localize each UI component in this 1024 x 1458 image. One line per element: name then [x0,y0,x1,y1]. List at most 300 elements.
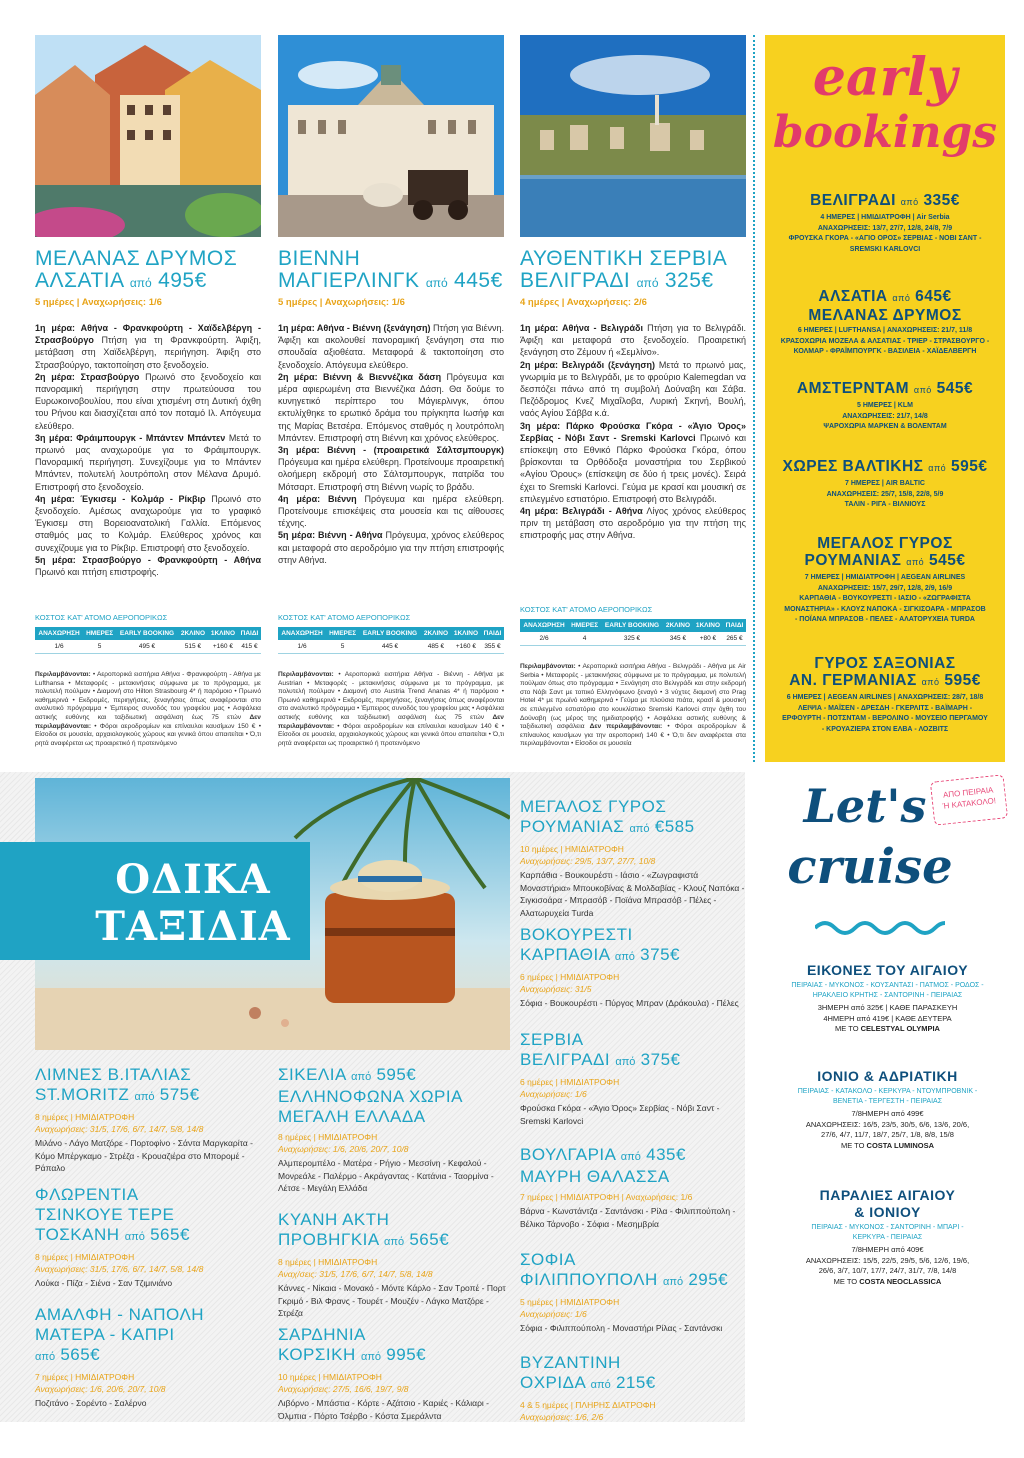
road-trip-departures: Αναχωρήσεις: 1/6, 20/6, 20/7, 10/8 [35,1384,166,1394]
road-trip-price: 435€ [646,1145,686,1164]
early-booking-title [765,192,1005,211]
road-trip-from: από [351,1071,372,1083]
road-trip-price: 565€ [409,1230,450,1249]
road-trip-from: από [615,1056,636,1068]
road-trip-price: 595€ [376,1065,417,1084]
cruise-title: ΠΑΡΑΛΙΕΣ ΑΙΓΑΙΟΥ [819,1187,956,1203]
road-trip-duration: 7 ημέρες | ΗΜΙΔΙΑΤΡΟΦΗ [35,1372,135,1382]
price-table-header: 1ΚΛΙΝΟ [208,627,238,640]
itinerary-day [278,322,504,371]
price-table-header: EARLY BOOKING [116,627,178,640]
cruise-ports-line: ΠΕΙΡΑΙΑΣ - ΜΥΚΟΝΟΣ - ΣΑΝΤΟΡΙΝΗ - ΜΠΑΡΙ - [811,1224,964,1231]
cruise-ship-prefix: ΜΕ ΤΟ [833,1276,858,1286]
price-table-header: ΠΑΙΔΙ [238,627,261,640]
road-trip-stops: Λιβόρνο - Μπάστια - Κόρτε - Αζάτσιο - Καριές - Κάλιαρι - Όλμπια - Πόρτο Τσέρβο - Κόστα Σμεράλντα [278,1398,489,1421]
price-table-cell: +160 € [208,640,238,653]
itinerary-day-heading: 2η μέρα: Βελιγράδι (ξενάγηση) [520,359,655,370]
early-booking-details [770,401,1000,433]
price-table-cell: 445 € [359,640,421,653]
road-trip-title-line: ΕΛΛΗΝΟΦΩΝΑ ΧΩΡΙΑ [278,1087,463,1106]
early-booking-title-line1: ΧΩΡΕΣ ΒΑΛΤΙΚΗΣ [782,458,924,475]
road-trip-title-line: ΛΙΜΝΕΣ Β.ΙΤΑΛΙΑΣ [35,1065,192,1084]
cost-label: ΚΟΣΤΟΣ ΚΑΤ' ΑΤΟΜΟ ΑΕΡΟΠΟΡΙΚΩΣ [35,613,168,622]
road-trip-duration: 8 ημέρες | ΗΜΙΔΙΑΤΡΟΦΗ [278,1257,378,1267]
early-booking-from: από [906,557,925,567]
inclusions [520,663,746,749]
road-trip-title-line: ΚΑΡΠΑΘΙΑ [520,945,610,964]
early-booking-details [770,213,1000,255]
cruise-ports-line: ΒΕΝΕΤΙΑ - ΤΕΡΓΕΣΤΗ - ΠΕΙΡΑΙΑΣ [832,1098,943,1105]
road-trip-title-line: ΦΙΛΙΠΠΟΥΠΟΛΗ [520,1270,658,1289]
road-trip-title-line: ΣΑΡΔΗΝΙΑ [278,1325,366,1344]
price-table-header: 1ΚΛΙΝΟ [693,619,723,632]
cruise-badge [930,774,1008,825]
belgrade-photo [520,35,746,237]
cruise-ports-line: ΗΡΑΚΛΕΙΟ ΚΡΗΤΗΣ - ΣΑΝΤΟΡΙΝΗ - ΠΕΙΡΑΙΑΣ [812,992,963,999]
early-booking-title [765,458,1005,477]
early-booking-line: SREMSKI KARLOVCI [849,245,921,253]
separator [753,35,755,762]
cruise-dates [770,1109,1005,1151]
early-booking-line: ΑΝΑΧΩΡΗΣΕΙΣ: 13/7, 27/7, 12/8, 24/8, 7/9 [817,224,953,232]
inclusions-text: • Αεροπορικά εισιτήρια Αθήνα - Βελιγράδι - Αθήνα με Air Serbia • Μεταφορές - μετακινήσεις σύμφωνα με το πρόγραμμα, με πολυτελή πούλμαν όπως στο πρόγραμμα • Ξενάγηση στο Βελιγράδι και στην εκδρομή στο Νόβι Σαντ με τοπικό Ελληνόφωνο ξεναγό • 3 νύχτες διαμονή στο Prag Hotel 4* με πρωϊνό καθημερινά • Γεύμα με πλούσια πιάτα, κρασί & μουσική σε επιλεγμένο εστιατόριο στο κουκλίστικο Sremski Karlovci στην όχθη του Δούναβη (ως μέρος της ημιδιατροφής) • Ασφάλεια αστικής ευθύνης & ταξιδιωτική ασφάλεια [520,663,747,731]
early-booking-price: 545€ [936,380,974,397]
road-trip-stops: Βάρνα - Κωνστάντζα - Σαντάνσκι - Ρίλα - Φιλιππούπολη - Βέλικο Τάρνοβο - Σόφια - Μεσημβρία [520,1206,736,1229]
road-trip-departures: Αναχωρήσεις: 29/5, 13/7, 27/7, 10/8 [520,856,656,866]
road-trip-title [520,1145,745,1187]
early-booking-line: ΑΝΑΧΩΡΗΣΕΙΣ: 25/7, 15/8, 22/8, 5/9 [826,490,944,498]
road-trip-departures: Αναχωρήσεις: 31/5, 17/6, 6/7, 14/7, 5/8, 14/8 [35,1264,204,1274]
price-table-cell: 485 € [421,640,451,653]
tour-title-line1: ΑΥΘΕΝΤΙΚΗ ΣΕΡΒΙΑ [520,247,728,270]
road-trip-title-line: ΜΕΓΑΛΟΣ ΓΥΡΟΣ [520,797,667,816]
cruise-ship-name: CELESTYAL OLYMPIA [860,1024,940,1033]
road-trip-title [520,925,745,967]
road-trip-from: από [134,1091,155,1103]
itinerary-day-text: Πρόγευμα και ημέρα ελεύθερη. Προτείνουμε προαιρετική ολοήμερη εκδρομή στο Σάλτσμπουργκ, πατρίδα του Μότσαρτ. Επιστροφή στη Βιέννη νωρίς το βράδυ. [278,457,504,492]
road-trip-title [520,1030,745,1072]
cruise-ports [770,1087,1005,1107]
road-trip-title [35,1185,265,1247]
early-booking-price: 335€ [923,192,960,209]
tour-subtitle: 4 ημέρες | Αναχωρήσεις: 2/6 [520,297,647,308]
price-table [35,627,261,654]
bookings-word: bookings [772,107,998,158]
itinerary-day-text: Πρωινό και επίσκεψη στο Εθνικό Πάρκο Φρούσκα Γκόρα, όπου βρίσκονται τα Ορθόδοξα μοναστήρια του Σερβικού «Αγίου Όρους» (επίσκεψη σε δύο ή τρεις μονές). Σειρά έχει το Sremski Karlovci. Γεύμα με κρασί και μουσική σε επιλεγμένο εστιατόριο. Επιστροφή στο Βελιγράδι. [520,432,746,504]
tour-from-label: από [636,276,659,290]
road-trip-title [278,1065,508,1127]
road-trip-title-line: ST.MORITZ [35,1085,130,1104]
early-booking-line: ΨΑΡΟΧΩΡΙΑ ΜΑΡΚΕΝ & ΒΟΛΕΝΤΑΜ [823,423,947,430]
price-table-cell: 355 € [481,640,504,653]
road-trip-departures: Αναχωρήσεις: 27/5, 16/6, 19/7, 9/8 [278,1384,409,1394]
early-booking-line: ΑΝΑΧΩΡΗΣΕΙΣ: 21/7, 14/8 [842,412,928,420]
road-trip-from: από [360,1351,382,1363]
tour-title [278,248,504,294]
early-booking-line: 7 ΗΜΕΡΕΣ | AIR BALTIC [845,480,925,487]
itinerary-day [278,529,504,566]
road-trip-title-line: ΒΟΚΟΥΡΕΣΤΙ [520,925,633,944]
tour-subtitle: 5 ημέρες | Αναχωρήσεις: 1/6 [278,297,405,308]
cost-label: ΚΟΣΤΟΣ ΚΑΤ' ΑΤΟΜΟ ΑΕΡΟΠΟΡΙΚΩΣ [520,605,653,614]
itinerary-day [278,444,504,493]
inclusions-text: • Αεροπορικά εισιτήρια Αθήνα - Βιέννη - Αθήνα με Austrian • Μεταφορές - μετακινήσεις σύμφωνα με το πρόγραμμα, με πολυτελή πούλμαν • Διαμονή στο Austria Trend Ananas 4* ή παρόμοιο • Πρωινό καθημερινά • Εκδρομές, περιηγήσεις, ξεναγήσεις όπως αναφέρονται στο αναλυτικό πρόγραμμα • Έμπειρος συνοδός του γραφείου μας • Ασφάλεια αστικής ευθύνης και ταξιδιωτική ασφάλιση έως 75 ετών [278,671,504,721]
early-booking-from: από [892,293,911,303]
inclusions-text: • Αεροπορικά εισιτήρια Αθήνα - Φρανκφούρτη - Αθήνα με Lufthansa • Μεταφορές - μετακινήσεις σύμφωνα με το πρόγραμμα, με πολυτελή πούλμαν • Διαμονή στο Hilton Strasbourg 4* ή παρόμοιο • Πρωινό καθημερινά • Εκδρομές, περιηγήσεις, ξεναγήσεις όπως αναφέρονται στο αναλυτικό πρόγραμμα • Έμπειρος συνοδός του γραφείου μας • Ασφάλεια αστικής ευθύνης και ταξιδιωτική ασφάλιση έως 75 ετών [35,671,261,721]
road-trip-title [35,1065,265,1107]
early-booking-line: - ΚΡΟΥΑΖΙΕΡΑ ΣΤΟΝ ΕΛΒΑ - ΛΟΖΒΙΤΣ [821,725,949,733]
road-trip-info [35,1371,265,1395]
itinerary-day-heading: 2η μέρα: Στρασβούργο [35,371,140,382]
early-booking-price: 595€ [944,672,981,689]
road-trip-title [35,1305,265,1367]
road-trip-price: 565€ [150,1225,190,1244]
cruise-dates-line: ΑΝΑΧΩΡΗΣΕΙΣ: 16/5, 23/5, 30/5, 6/6, 13/6, 20/6, [805,1119,970,1129]
early-booking-details [770,479,1000,511]
early-booking-from: από [921,677,940,687]
road-trip-title-line: ΚΟΡΣΙΚΗ [278,1345,356,1364]
road-trip-info [278,1256,508,1280]
early-booking-title [765,288,1005,324]
price-table-cell: +80 € [693,632,723,645]
price-table-cell: 415 € [238,640,261,653]
road-trip-title [520,1250,745,1292]
early-booking-title [765,535,1005,571]
cruise-ship-prefix: ΜΕ ΤΟ [835,1024,859,1033]
inclusions-heading: Περιλαμβάνονται: [520,663,576,670]
exclusions-heading: Δεν περιλαμβάνονται: [278,713,504,730]
road-trip-price: 215€ [615,1373,656,1392]
road-trip-from: από [629,823,650,835]
exclusions-text: • Φόροι αεροδρομίων και επίναυλοι καυσίμων 150 € • Είσοδοι σε μουσεία, αρχαιολογικούς χώρους και γενικά όπου απαιτείται • Ό,τι ρητά αναφέρεται ως προαιρετικό ή προτεινόμενο [35,722,262,747]
itinerary-day-heading: 3η μέρα: Βιέννη - (προαιρετικά Σάλτσμπουργκ) [278,445,504,456]
road-trip-info [520,971,745,995]
cruise-ship [770,1141,1005,1152]
road-trip-duration: 8 ημέρες | ΗΜΙΔΙΑΤΡΟΦΗ [278,1132,378,1142]
road-trip-title-line: ΚΥΑΝΗ ΑΚΤΗ [278,1210,390,1229]
alsace-photo [35,35,261,237]
tour-title [520,248,746,294]
itinerary-day [35,371,261,432]
price-table-cell: +160 € [451,640,481,653]
early-booking-details [770,326,1000,358]
price-table-cell: 4 [568,632,601,645]
early-booking-line: 6 ΗΜΕΡΕΣ | AEGEAN AIRLINES | ΑΝΑΧΩΡΗΣΕΙΣ: 28/7, 18/8 [786,694,984,701]
cost-label: ΚΟΣΤΟΣ ΚΑΤ' ΑΤΟΜΟ ΑΕΡΟΠΟΡΙΚΩΣ [278,613,411,622]
road-trip-info [35,1111,265,1135]
itinerary-day-heading: 1η μέρα: Αθήνα - Φρανκφούρτη - Χαϊδελβέργη - Στρασβούργο [35,323,261,346]
road-trip-stops: Καρπάθια - Βουκουρέστι - Ιάσιο - «Ζωγραφιστά Μοναστήρια» Μπουκοβίνας & Μολδαβίας - Κλουζ Ναπόκα - Σιγκισοάρα - Μπρασόβ - Ποϊάνα Μπρασόβ - Πέλες - Αλατωρυχεία Turda [520,870,745,918]
itinerary-day-text: Λίγος χρόνος ελεύθερος πριν τη μετάβαση στο αεροδρόμιο για την πτήση της επιστροφής μας στην Αθήνα. [520,506,746,541]
road-trip-title-line: ΑΜΑΛΦΗ - ΝΑΠΟΛΗ [35,1305,205,1324]
price-table-cell: 1/6 [35,640,83,653]
cruise-ship-name: COSTA LUMINOSA [866,1140,935,1150]
road-trip-duration: 6 ημέρες | ΗΜΙΔΙΑΤΡΟΦΗ [520,1077,620,1087]
early-booking-line: ΜΟΝΑΣΤΗΡΙΑ» - ΚΛΟΥΖ ΝΑΠΟΚΑ - ΣΙΓΚΙΣΟΑΡΑ - ΜΠΡΑΣΟΒ [784,605,986,613]
road-trip-stops: Λούκα - Πίζα - Σιένα - Σαν Τζιμινιάνο [35,1278,173,1288]
early-booking-line: ΚΡΑΣΟΧΩΡΙΑ ΜΟΖΕΛΑ & ΑΛΣΑΤΙΑΣ - ΤΡΙΕΡ - ΣΤΡΑΣΒΟΥΡΓΟ - [780,337,990,345]
itinerary-day-heading: 1η μέρα: Αθήνα - Βιέννη (ξενάγηση) [278,323,431,333]
early-booking-price: 545€ [928,552,966,569]
itinerary-day [520,505,746,542]
road-trip-title-line: ΜΕΓΑΛΗ ΕΛΛΑΔΑ [278,1107,426,1126]
itinerary-day-text: Πρόγευμα και μέρα αφιερωμένη στα Βιεννέζικα Δάση. Θα δούμε το κυνηγετικό περίπτερο του Μάγιερλινγκ, όπου εκτυλίχθηκε το ερωτικό δράμα του πρίγκηπα Ιωσήφ και της Μαρίας Βετσέρα. Επόμενος σταθμός η λουτρόπολη Μπάντεν. Επιστροφή στη Βιέννη και χρόνος ελεύθερος. [278,371,504,443]
road-trip-duration: 6 ημέρες | ΗΜΙΔΙΑΤΡΟΦΗ [520,972,620,982]
road-trip-price: €585 [654,817,695,836]
price-table-header: 2ΚΛΙΝΟ [663,619,693,632]
price-table-header: 2ΚΛΙΝΟ [421,627,451,640]
cruise-dates [770,1245,1005,1287]
tour-itinerary [35,322,261,578]
itinerary-day-text: Μετά το πρωινό μας αναχωρούμε για το Φράιμπουργκ. Πανοραμική περιήγηση. Συνεχίζουμε για το Μπάντεν Μπάντεν, πολυτελή λουτρόπολη στον Μέλανα Δρυμό. Επιστροφή στο ξενοδοχείο. [35,432,261,492]
road-trip-stops: Μιλάνο - Λάγο Ματζόρε - Πορτοφίνο - Σάντα Μαργκαρίτα - Κόμο Μπέργκαμο - Στρέζα - Κρουαζιέρα στο Μπορομέ - Ράπαλο [35,1138,253,1173]
road-trip-title [278,1210,508,1252]
early-booking-from: από [913,385,932,395]
road-trip-info [520,1296,745,1320]
tour-itinerary [278,322,504,566]
price-table-header: ΗΜΕΡΕΣ [83,627,116,640]
early-booking-line: ΚΑΡΠΑΘΙΑ - ΒΟΥΚΟΥΡΕΣΤΙ - ΙΑΣΙΟ - «ΖΩΓΡΑΦΙΣΤΑ [799,595,971,602]
road-trip-stops: Κάννες - Νίκαια - Μονακό - Μόντε Κάρλο - Σαν Τροπέ - Πορτ Γκριμό - Βιλ Φρανς - Τουρέτ - Μουζέν - Λάγκο Ματζόρε - Στρέζα [278,1283,506,1318]
road-trip-info [520,843,745,867]
itinerary-day-heading: 3η μέρα: Πάρκο Φρούσκα Γκόρα - «Άγιο Όρος» Σερβίας - Νόβι Σαντ - Sremski Karlovci [520,420,746,443]
road-trips-line1: ΟΔΙΚΑ [115,856,271,903]
itinerary-day-heading: 5η μέρα: Στρασβούργο - Φρανκφούρτη - Αθήνα [35,554,261,565]
road-trip-from: από [614,951,635,963]
road-trip-duration: 8 ημέρες | ΗΜΙΔΙΑΤΡΟΦΗ [35,1112,135,1122]
itinerary-day [35,493,261,554]
inclusions-heading: Περιλαμβάνονται: [278,671,334,678]
tour-price: 445€ [454,269,503,292]
road-trip-departures: Αναχ/σεις: 31/5, 17/6, 6/7, 14/7, 5/8, 14/8 [278,1269,433,1279]
price-table-header: ΗΜΕΡΕΣ [326,627,359,640]
price-table-header: ΑΝΑΧΩΡΗΣΗ [520,619,568,632]
road-trip-from: από [620,1151,641,1163]
early-booking-line: ΕΡΦΟΥΡΤΗ - ΠΟΤΣΝΤΑΜ - ΒΕΡΟΛΙΝΟ - ΜΟΥΣΕΙΟ ΠΕΡΓΑΜΟΥ [782,715,988,722]
price-table-header: ΠΑΙΔΙ [723,619,746,632]
road-trip-info [520,1191,745,1203]
cruise-dates-line: 4ΗΜΕΡΗ από 419€ | ΚΑΘΕ ΔΕΥΤΕΡΑ [823,1013,952,1023]
early-booking-title [765,380,1005,399]
road-trip-title [520,1353,745,1395]
road-trip-price: 375€ [640,1050,681,1069]
road-trip-title-line: ΡΟΥΜΑΝΙΑΣ [520,817,625,836]
road-trips-line2: ΤΑΞΙΔΙΑ [95,903,291,950]
road-trip-departures: Αναχωρήσεις: 1/6, 20/6, 20/7, 10/8 [278,1144,409,1154]
road-trip-price: 995€ [386,1345,427,1364]
cruise-word: cruise [787,839,953,895]
road-trip-title-line: ΟΧΡΙΔΑ [520,1373,586,1392]
early-booking-price: 595€ [951,458,988,475]
inclusions [278,671,504,748]
cruise-badge-line2: Ή ΚΑΤΑΚΟΛΟ! [942,796,997,811]
cruise-ports-line: ΚΕΡΚΥΡΑ - ΠΕΙΡΑΙΑΣ [852,1234,923,1241]
cruise-ship-prefix: ΜΕ ΤΟ [840,1140,865,1150]
road-trip-departures: Αναχωρήσεις: 1/6 [520,1089,587,1099]
early-word: early [812,47,958,108]
price-table-header: ΠΑΙΔΙ [481,627,504,640]
cruise-offer [770,1187,1005,1287]
exclusions-heading: Δεν περιλαμβάνονται: [589,723,663,731]
road-trip-stops: Σόφια - Βουκουρέστι - Πύργος Μπραν (Δράκουλα) - Πέλες [520,998,739,1008]
itinerary-day-text: Πτήση για τη Φρανκφούρτη. Άφιξη, μετάβαση στη Χαϊδελβέργη, περιήγηση. Άφιξη στο Στρασβούργο, τακτοποίηση στο ξενοδοχείο. [35,335,261,370]
price-table-cell: 5 [326,640,359,653]
itinerary-day-heading: 4η μέρα: Έγκισεμ - Κολμάρ - Ρίκβιρ [35,493,206,504]
itinerary-day-text: Μετά το πρωινό μας, γνωριμία με το Βελιγράδι, με το φρούριο Kalemegdan να δεσπόζει πάνω από τη συμβολή Δούναβη και Σάβα. Πεζόδρομος Κνεζ Μιχαΐλοβα, Λυρική Σκηνή, Βουλή, ναός Αγίου Σάββα κ.ά. [520,359,746,419]
cruise-ports-line: ΠΕΙΡΑΙΑΣ - ΚΑΤΑΚΟΛΟ - ΚΕΡΚΥΡΑ - ΝΤΟΥΜΠΡΟΒΝΙΚ - [797,1088,978,1095]
road-trip-info [35,1251,265,1275]
cruise-title: ΙΟΝΙΟ & ΑΔΡΙΑΤΙΚΗ [817,1068,958,1084]
cruise-title-line2: & ΙΟΝΙΟΥ [854,1204,921,1220]
cruise-dates-line: 7/8ΗΜΕΡΗ από 499€ [851,1109,924,1118]
road-trip-from: από [663,1276,684,1288]
road-trip-title-line: ΣΟΦΙΑ [520,1250,576,1269]
road-trip-title-line: ΦΛΩΡΕΝΤΙΑ [35,1185,139,1204]
road-trip-duration: 7 ημέρες | ΗΜΙΔΙΑΤΡΟΦΗ | Αναχωρήσεις: 1/6 [520,1192,693,1202]
price-table-header: ΑΝΑΧΩΡΗΣΗ [278,627,326,640]
itinerary-day [35,432,261,493]
road-trip-title-line: ΠΡΟΒΗΓΚΙΑ [278,1230,379,1249]
early-booking-title-line2: ΡΟΥΜΑΝΙΑΣ [804,552,902,569]
road-trip-duration: 4 & 5 ημέρες | ΠΛΗΡΗΣ ΔΙΑΤΡΟΦΗ [520,1400,656,1410]
itinerary-day [520,322,746,359]
exclusions-text: • Φόροι αεροδρομίων & επίναυλος καυσίμων για την αεροπορική 140 € • Ό,τι δεν αναφέρεται στα περιλαμβάνονται • Είσοδοι σε μουσεία [520,723,747,748]
early-booking-title-line2: ΜΕΛΑΝΑΣ ΔΡΥΜΟΣ [808,307,962,324]
road-trip-info [278,1131,508,1155]
price-table-header: 2ΚΛΙΝΟ [178,627,208,640]
road-trip-stops: Φρούσκα Γκόρα - «Άγιο Όρος» Σερβίας - Νόβι Σαντ - Sremski Karlovci [520,1103,720,1126]
itinerary-day [35,322,261,371]
early-booking-line: ΤΑΛΙΝ - ΡΙΓΑ - ΒΙΛΝΙΟΥΣ [844,501,926,508]
road-trip-title-line: ΤΟΣΚΑΝΗ [35,1225,120,1244]
early-booking-details [770,693,1000,735]
road-trip-title-line: ΜΑΥΡΗ ΘΑΛΑΣΣΑ [520,1167,670,1186]
price-table-cell: 265 € [723,632,746,645]
cruise-ship-name: COSTA NEOCLASSICA [859,1276,942,1286]
itinerary-day-heading: 1η μέρα: Αθήνα - Βελιγράδι [520,323,643,333]
itinerary-day-heading: 5η μέρα: Βιέννη - Αθήνα [278,530,383,541]
lets-word: Let's [803,779,927,833]
early-booking-from: από [900,197,919,207]
price-table-cell: 345 € [663,632,693,645]
road-trip-stops: Σόφια - Φιλιππούπολη - Μοναστήρι Ρίλας - Σαντάνσκι [520,1323,723,1333]
road-trip-info [520,1076,745,1100]
early-booking-line: 4 ΗΜΕΡΕΣ | ΗΜΙΔΙΑΤΡΟΦΗ | Air Serbia [820,214,950,221]
itinerary-day-text: Πρωινό στο ξενοδοχείο. Αμέσως αναχωρούμε για το γραφικό Έγκισεμ στη Βορειοανατολική Γαλλία. Επόμενος σταθμός μας το Κολμάρ. Ελεύθερος χρόνος και συνεχίζουμε για το Ρίκβιρ. Επιστροφή στο ξενοδοχείο. [35,493,261,553]
road-trip-title [278,1325,508,1367]
road-trip-departures: Αναχωρήσεις: 1/6, 2/6 [520,1412,604,1422]
early-booking-title-line1: ΑΛΣΑΤΙΑ [818,288,888,305]
itinerary-day-text: Πρόγευμα, χρόνος ελεύθερος και μεταφορά στο αεροδρόμιο για την πτήση επιστροφής στην Αθήνα. [278,530,504,565]
road-trip-from: από [124,1231,145,1243]
cruise-dates-line: 7/8ΗΜΕΡΗ από 409€ [851,1245,924,1254]
road-trip-from: από [384,1236,405,1248]
early-booking-title [765,655,1005,691]
itinerary-day-heading: 3η μέρα: Φράιμπουργκ - Μπάντεν Μπάντεν [35,432,226,443]
cruise-dates-line: 26/6, 3/7, 10/7, 17/7, 24/7, 31/7, 7/8, 14/8 [818,1266,957,1275]
itinerary-day-text: Πρόγευμα και ημέρα ελεύθερη. Προτείνουμε επισκέψεις στα μουσεία και τις αίθουσες τέχνης. [278,493,504,529]
price-table-cell: 495 € [116,640,178,653]
tour-title-line2: ΑΛΣΑΤΙΑ [35,269,124,292]
itinerary-day [278,371,504,444]
tour-itinerary [520,322,746,542]
early-booking-title-line2: ΑΝ. ΓΕΡΜΑΝΙΑΣ [789,672,917,689]
wave-icon [815,918,945,938]
cruise-title: ΕΙΚΟΝΕΣ ΤΟΥ ΑΙΓΑΙΟΥ [806,962,969,978]
road-trip-price: 295€ [688,1270,729,1289]
road-trip-title-line: ΒΥΖΑΝΤΙΝΗ [520,1353,621,1372]
road-trip-departures: Αναχωρήσεις: 31/5, 17/6, 6/7, 14/7, 5/8, 14/8 [35,1124,204,1134]
exclusions-text: • Φόροι αεροδρομίων και επίναυλοι καυσίμων 140 € • Είσοδοι σε μουσεία, αρχαιολογικούς χώρους και γενικά όπου απαιτείται • Ό,τι ρητά αναφέρεται ως προαιρετικό ή προτεινόμενο [278,722,505,747]
cruise-offer [770,1068,1005,1151]
early-booking-from: από [928,463,947,473]
cruise-dates [770,1003,1005,1035]
price-table-header: ΑΝΑΧΩΡΗΣΗ [35,627,83,640]
vienna-photo [278,35,504,237]
road-trip-price: 565€ [60,1345,101,1364]
tour-from-label: από [129,276,152,290]
cruise-offer [770,962,1005,1035]
early-booking-title-line1: ΓΥΡΟΣ ΣΑΞΟΝΙΑΣ [814,655,956,672]
cruise-dates-line: 3ΗΜΕΡΗ από 325€ | ΚΑΘΕ ΠΑΡΑΣΚΕΥΗ [817,1003,958,1012]
early-booking-line: ΑΝΑΧΩΡΗΣΕΙΣ: 15/7, 29/7, 12/8, 2/9, 16/9 [817,584,953,592]
tour-title-line2: ΜΑΓΙΕΡΛΙΝΓΚ [278,269,420,292]
cruise-ports-line: ΠΕΙΡΑΙΑΣ - ΜΥΚΟΝΟΣ - ΚΟΥΣΑΝΤΑΣΙ - ΠΑΤΜΟΣ - ΡΟΔΟΣ - [791,982,984,989]
tour-price: 325€ [664,269,714,292]
cruise-dates-line: ΑΝΑΧΩΡΗΣΕΙΣ: 15/5, 22/5, 29/5, 5/6, 12/6, 19/6, [805,1255,970,1265]
itinerary-day-text: Πτήση για το Βελιγράδι. Άφιξη και μεταφορά στο ξενοδοχείο. Προαιρετική ξενάγηση στο Ζέμουν ή «Σεμλίνο». [520,323,746,358]
road-trip-price: 575€ [159,1085,200,1104]
price-table-cell: 515 € [178,640,208,653]
price-table-cell: 325 € [601,632,663,645]
price-table-cell: 1/6 [278,640,326,653]
road-trip-duration: 8 ημέρες | ΗΜΙΔΙΑΤΡΟΦΗ [35,1252,135,1262]
cruise-badge-line1: ΑΠΟ ΠΕΙΡΑΙΑ [942,785,994,800]
itinerary-day-heading: 4η μέρα: Βελιγράδι - Αθήνα [520,506,643,517]
cruise-ports [770,1223,1005,1243]
early-booking-line: 5 ΗΜΕΡΕΣ | KLM [857,402,913,409]
table-row [278,640,504,653]
road-trip-info [278,1371,508,1395]
tour-from-label: από [425,276,448,290]
inclusions-heading: Περιλαμβάνονται: [35,671,91,678]
price-table-header: EARLY BOOKING [601,619,663,632]
road-trip-stops: Αλμπερομπέλο - Ματέρα - Ρήγιο - Μεσσίνη - Κεφαλού - Μονρεάλε - Παλέρμο - Ακράγαντας - Κατάνια - Ταορμίνα - Λέτσε - Μεγάλη Ελλάδα [278,1158,494,1193]
road-trip-title-line: ΒΟΥΛΓΑΡΙΑ [520,1145,616,1164]
price-table-cell: 5 [83,640,116,653]
price-table [278,627,504,654]
road-trip-title-line: ΤΣΙΝΚΟΥΕ ΤΕΡΕ [35,1205,175,1224]
early-booking-line: 7 ΗΜΕΡΕΣ | ΗΜΙΔΙΑΤΡΟΦΗ | AEGEAN AIRLINES [804,574,966,581]
road-trip-duration: 5 ημέρες | ΗΜΙΔΙΑΤΡΟΦΗ [520,1297,620,1307]
itinerary-day-text: Πτήση για Βιέννη. Άφιξη και ακολουθεί πανοραμική ξενάγηση στα πιο σπουδαία αξιοθέατα. Μεταφορά & τακτοποίηση στο ξενοδοχείο. Απόγευμα ελεύθερο. [278,323,504,370]
early-booking-title-line1: ΒΕΛΙΓΡΑΔΙ [810,192,896,209]
inclusions [35,671,261,748]
tour-subtitle: 5 ημέρες | Αναχωρήσεις: 1/6 [35,297,162,308]
road-trip-title-line: ΒΕΛΙΓΡΑΔΙ [520,1050,611,1069]
itinerary-day-heading: 2η μέρα: Βιέννη & Βιεννέζικα δάση [278,371,442,382]
road-trip-title [520,797,745,839]
price-table-header: 1ΚΛΙΝΟ [451,627,481,640]
price-table [520,619,746,646]
cruise-ship [770,1277,1005,1288]
tour-title [35,248,261,294]
road-trip-title-line: ΣΙΚΕΛΙΑ [278,1065,346,1084]
tour-title-line1: ΒΙΕΝΝΗ [278,247,361,270]
itinerary-day [278,493,504,530]
road-trip-departures: Αναχωρήσεις: 31/5 [520,984,592,994]
itinerary-day [520,359,746,420]
